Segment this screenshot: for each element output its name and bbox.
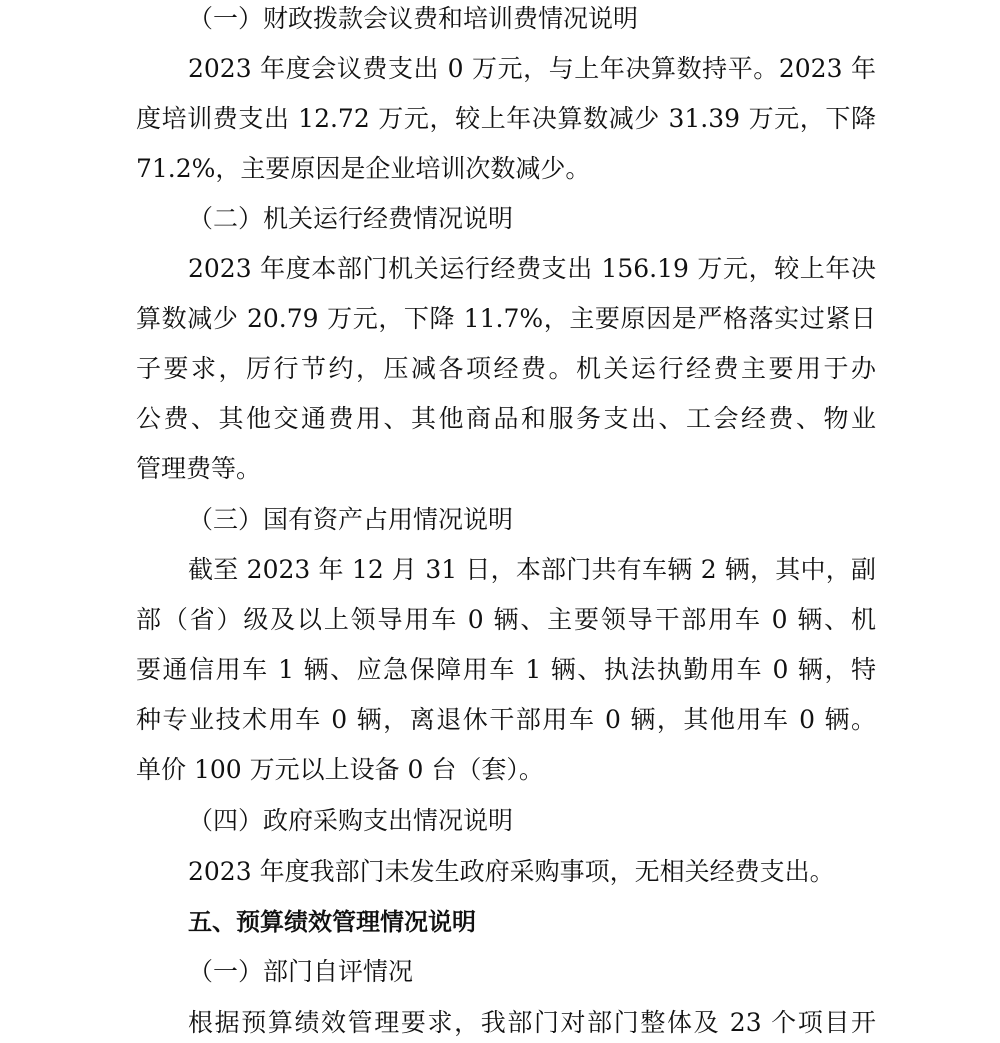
paragraph-line: 公费、其他交通费用、其他商品和服务支出、工会经费、物业 (136, 404, 876, 433)
paragraph-line: 71.2%，主要原因是企业培训次数减少。 (136, 154, 591, 183)
paragraph-line: 要通信用车 1 辆、应急保障用车 1 辆、执法执勤用车 0 辆，特 (136, 655, 876, 684)
section-heading-self-evaluation: （一）部门自评情况 (188, 957, 414, 986)
paragraph-line: 管理费等。 (136, 454, 262, 483)
paragraph-line: 2023 年度我部门未发生政府采购事项，无相关经费支出。 (188, 857, 835, 886)
paragraph-line: 2023 年度会议费支出 0 万元，与上年决算数持平。2023 年 (188, 54, 876, 83)
paragraph-line: 2023 年度本部门机关运行经费支出 156.19 万元，较上年决 (188, 254, 876, 283)
paragraph-line: 截至 2023 年 12 月 31 日，本部门共有车辆 2 辆，其中，副 (188, 555, 876, 584)
paragraph-line: 单价 100 万元以上设备 0 台（套）。 (136, 755, 544, 784)
paragraph-line: 子要求，厉行节约，压减各项经费。机关运行经费主要用于办 (136, 354, 876, 383)
section-heading-performance-management: 五、预算绩效管理情况说明 (188, 908, 476, 936)
section-heading-procurement: （四）政府采购支出情况说明 (188, 806, 514, 835)
paragraph-line: 部（省）级及以上领导用车 0 辆、主要领导干部用车 0 辆、机 (136, 605, 876, 634)
section-heading-meeting-training: （一）财政拨款会议费和培训费情况说明 (188, 4, 639, 33)
paragraph-line: 算数减少 20.79 万元，下降 11.7%，主要原因是严格落实过紧日 (136, 304, 876, 333)
section-heading-state-assets: （三）国有资产占用情况说明 (188, 505, 514, 534)
paragraph-line: 根据预算绩效管理要求，我部门对部门整体及 23 个项目开 (188, 1008, 876, 1037)
paragraph-line: 度培训费支出 12.72 万元，较上年决算数减少 31.39 万元，下降 (136, 104, 876, 133)
paragraph-line: 种专业技术用车 0 辆，离退休干部用车 0 辆，其他用车 0 辆。 (136, 705, 876, 734)
section-heading-operating-expenses: （二）机关运行经费情况说明 (188, 204, 514, 233)
